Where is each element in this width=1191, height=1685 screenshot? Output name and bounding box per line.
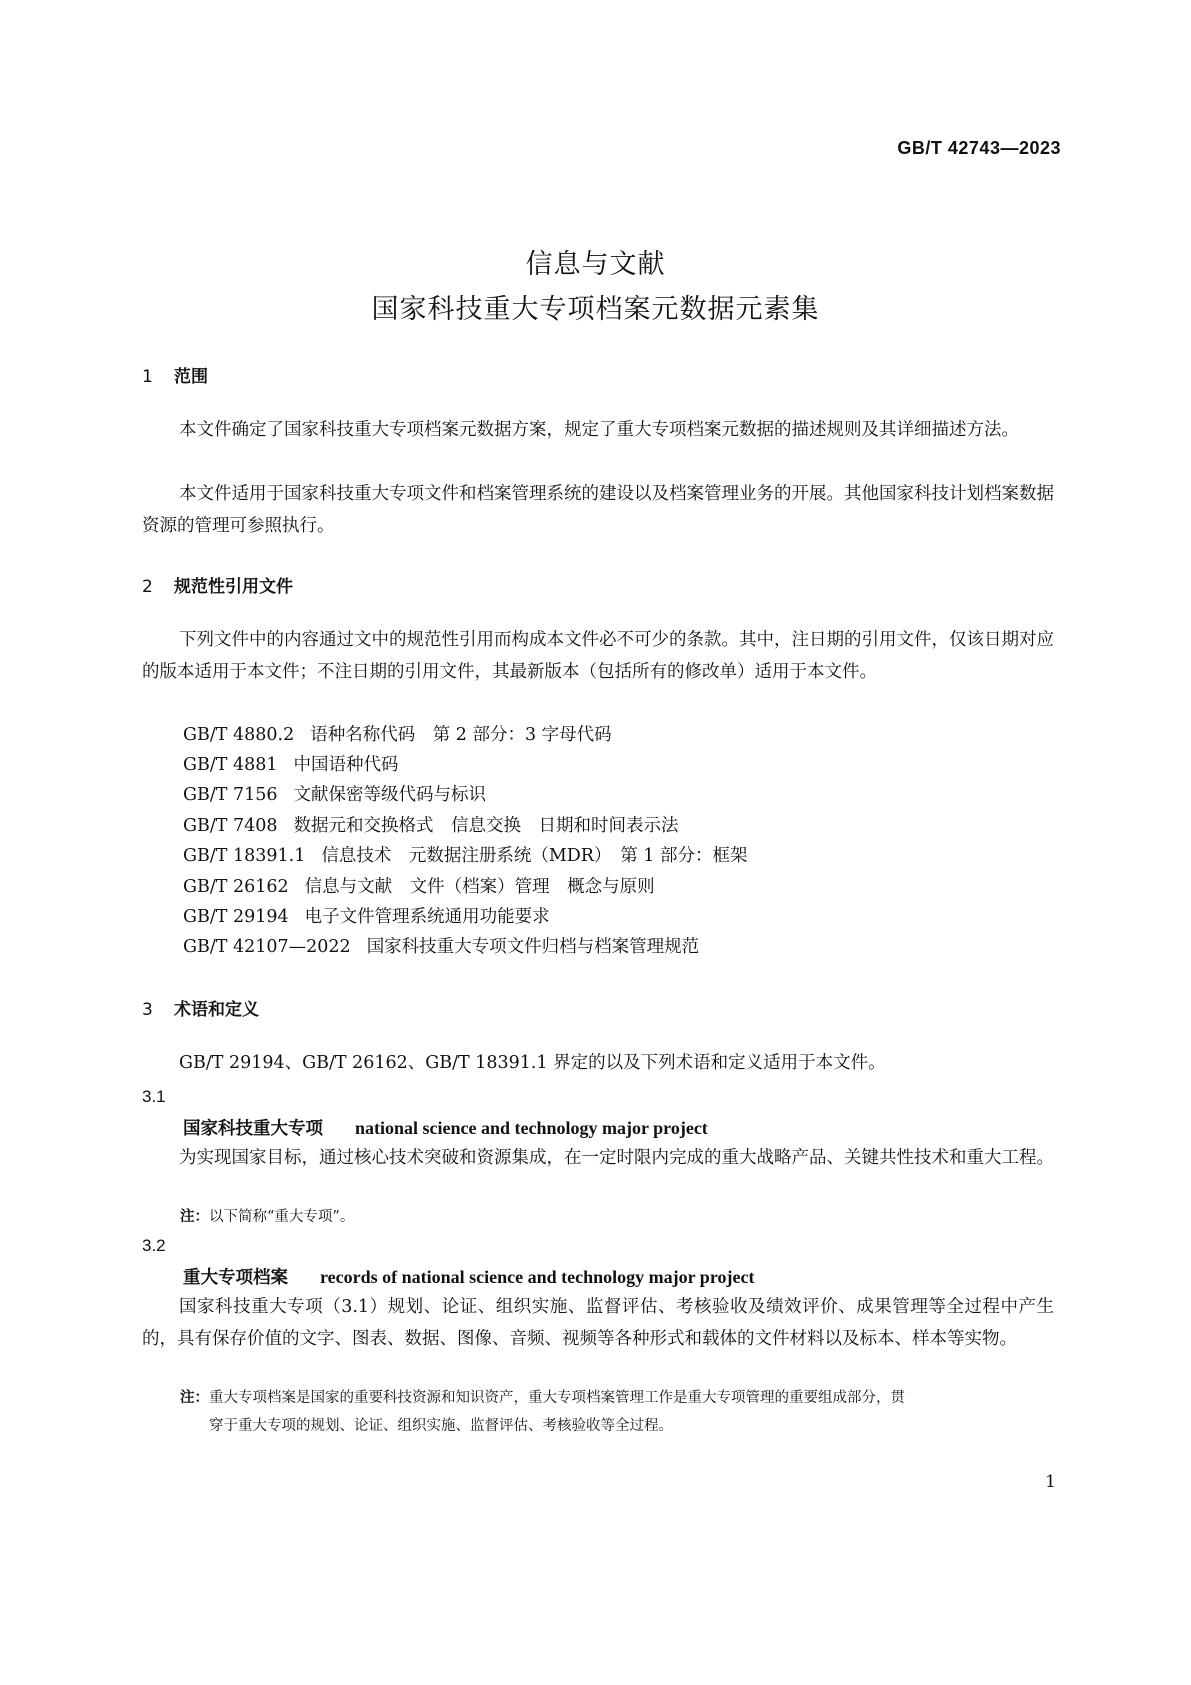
section-1-heading (142, 362, 208, 387)
term-number: 3.1 (142, 1087, 166, 1106)
note-text: 以下简称“重大专项”。 (209, 1209, 355, 1225)
reference-title: 信息与文献 文件（档案）管理 概念与原则 (304, 877, 655, 897)
term-note (180, 1384, 1056, 1412)
term-note-continuation: 穿于重大专项的规划、论证、组织实施、监督评估、考核验收等全过程。 (209, 1418, 673, 1434)
section-3-heading (142, 995, 259, 1020)
term-note (180, 1203, 1056, 1231)
section-2-intro: 下列文件中的内容通过文中的规范性引用而构成本文件必不可少的条款。其中，注日期的引用文件，仅该日期对应的版本适用于本文件；不注日期的引用文件，其最新版本（包括所有的修改单）适用于本文件。 (142, 630, 1054, 682)
reference-title: 信息技术 元数据注册系统（MDR） 第 1 部分：框架 (321, 846, 748, 866)
note-label: 注： (180, 1390, 209, 1406)
term-english: records of national science and technology major project (320, 1267, 755, 1287)
reference-title: 国家科技重大专项文件归档与档案管理规范 (366, 937, 700, 957)
section-2-heading (142, 572, 293, 597)
reference-item (183, 812, 679, 837)
document-title-line1: 信息与文献 (525, 249, 666, 280)
note-label: 注： (180, 1209, 209, 1225)
note-text: 重大专项档案是国家的重要科技资源和知识资产，重大专项档案管理工作是重大专项管理的重要组成部分，贯 (209, 1390, 905, 1406)
section-1-paragraph-1: 本文件确定了国家科技重大专项档案元数据方案，规定了重大专项档案元数据的描述规则及其详细描述方法。 (179, 420, 1019, 440)
standard-number: GB/T 42743—2023 (897, 138, 1061, 158)
reference-item (183, 873, 655, 898)
term-number: 3.2 (142, 1236, 166, 1255)
term-chinese: 重大专项档案 (183, 1268, 288, 1288)
reference-item (183, 903, 550, 928)
reference-title: 电子文件管理系统通用功能要求 (304, 907, 550, 927)
reference-code: GB/T 26162 (183, 877, 289, 897)
term-definition: 国家科技重大专项（3.1）规划、论证、组织实施、监督评估、考核验收及绩效评价、成果管理等全过程中产生的，具有保存价值的文字、图表、数据、图像、音频、视频等各种形式和载体的文件材料以及标本、样本等实物。 (142, 1297, 1054, 1349)
reference-code: GB/T 4880.2 (183, 725, 295, 745)
section-2-title: 规范性引用文件 (174, 577, 293, 597)
term-chinese: 国家科技重大专项 (183, 1119, 323, 1139)
term-heading (183, 1115, 708, 1140)
term-definition: 为实现国家目标，通过核心技术突破和资源集成，在一定时限内完成的重大战略产品、关键共性技术和重大工程。 (179, 1148, 1054, 1168)
section-3-intro: GB/T 29194、GB/T 26162、GB/T 18391.1 界定的以及下列术语和定义适用于本文件。 (179, 1053, 886, 1073)
reference-item (183, 933, 699, 958)
reference-code: GB/T 4881 (183, 755, 278, 775)
reference-code: GB/T 7408 (183, 816, 278, 836)
section-1-title: 范围 (174, 367, 208, 387)
reference-code: GB/T 29194 (183, 907, 289, 927)
reference-title: 文献保密等级代码与标识 (293, 785, 487, 805)
term-heading (183, 1264, 754, 1289)
reference-title: 语种名称代码 第 2 部分：3 字母代码 (310, 725, 612, 745)
section-3-number: 3 (142, 1000, 153, 1020)
section-1-paragraph-2: 本文件适用于国家科技重大专项文件和档案管理系统的建设以及档案管理业务的开展。其他国家科技计划档案数据资源的管理可参照执行。 (142, 484, 1054, 536)
reference-item (183, 751, 399, 776)
section-2-number: 2 (142, 577, 153, 597)
reference-item (183, 842, 747, 867)
section-3-title: 术语和定义 (174, 1000, 259, 1020)
reference-code: GB/T 7156 (183, 785, 278, 805)
reference-title: 数据元和交换格式 信息交换 日期和时间表示法 (293, 816, 679, 836)
reference-code: GB/T 18391.1 (183, 846, 306, 866)
reference-item (183, 721, 612, 746)
term-english: national science and technology major project (355, 1118, 708, 1138)
reference-item (183, 781, 486, 806)
reference-title: 中国语种代码 (293, 755, 399, 775)
reference-code: GB/T 42107—2022 (183, 937, 351, 957)
document-title-line2: 国家科技重大专项档案元数据元素集 (371, 294, 820, 325)
section-1-number: 1 (142, 367, 153, 387)
page-number: 1 (1045, 1472, 1056, 1492)
